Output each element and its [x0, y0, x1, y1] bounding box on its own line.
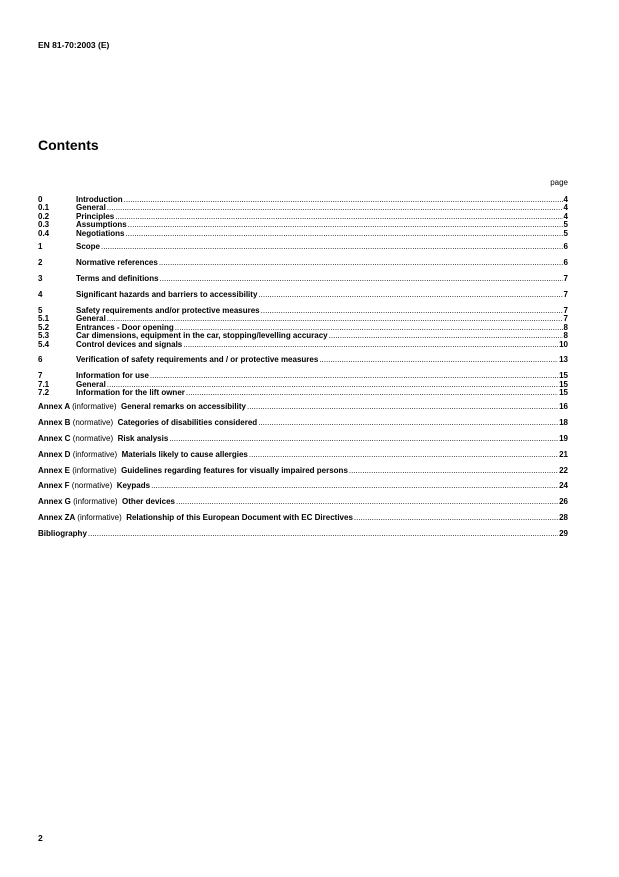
toc-entry-number: 7.2	[38, 388, 50, 398]
toc-entry-title: Terms and definitions	[76, 274, 159, 284]
annex-label: Annex G (informative) Other devices	[38, 497, 175, 507]
toc-entry-page: 6	[563, 258, 568, 268]
dot-leader	[319, 356, 558, 364]
dot-leader	[125, 230, 562, 238]
toc-entry-4[interactable]	[38, 291, 568, 299]
toc-entry-page: 7	[563, 306, 568, 316]
toc-entry-number: 6	[38, 355, 43, 365]
toc-entry-6[interactable]	[38, 356, 568, 364]
toc-entry-title: Information for use	[76, 371, 149, 381]
toc-entry-title: Scope	[76, 242, 101, 252]
dot-leader	[349, 467, 558, 475]
toc-annex-za[interactable]	[38, 514, 568, 522]
toc-entry-number: 7	[38, 371, 43, 381]
table-of-contents	[38, 196, 568, 539]
toc-entry-title: Assumptions	[76, 220, 127, 230]
dot-leader	[115, 213, 562, 221]
toc-entry-page: 21	[559, 449, 568, 459]
toc-entry-page: 18	[559, 417, 568, 427]
toc-annex-d[interactable]	[38, 451, 568, 459]
toc-entry-0[interactable]	[38, 196, 568, 204]
toc-entry-number: 0.2	[38, 211, 50, 221]
dot-leader	[169, 435, 558, 443]
toc-entry-page: 26	[559, 497, 568, 507]
toc-entry-page: 4	[563, 195, 568, 204]
toc-entry-title: Car dimensions, equipment in the car, stopping/levelling accuracy	[76, 331, 328, 341]
toc-entry-page: 4	[563, 203, 568, 213]
toc-entry-page: 5	[563, 228, 568, 238]
dot-leader	[107, 315, 563, 323]
toc-entry-number: 5	[38, 306, 43, 316]
toc-entry-number: 5.2	[38, 322, 50, 332]
toc-entry-title: Introduction	[76, 195, 123, 204]
toc-entry-number: 7.1	[38, 379, 50, 389]
dot-leader	[101, 243, 563, 251]
toc-entry-number: 3	[38, 274, 43, 284]
toc-entry-page: 29	[559, 529, 568, 539]
toc-entry-number: 0.1	[38, 203, 50, 213]
toc-entry-title: Significant hazards and barriers to accessibility	[76, 290, 258, 300]
toc-entry-page: 7	[563, 314, 568, 324]
dot-leader	[107, 204, 563, 212]
toc-entry-page: 15	[559, 379, 568, 389]
toc-annex-a[interactable]	[38, 403, 568, 411]
toc-entry-title: Control devices and signals	[76, 339, 183, 349]
toc-entry-page: 4	[563, 211, 568, 221]
document-id: EN 81-70:2003 (E)	[38, 40, 110, 50]
toc-entry-title: Normative references	[76, 258, 158, 268]
toc-entry-title: General	[76, 314, 106, 324]
dot-leader	[88, 530, 558, 538]
toc-entry-page: 13	[559, 355, 568, 365]
toc-entry-page: 7	[563, 274, 568, 284]
dot-leader	[258, 419, 558, 427]
toc-entry-page: 15	[559, 371, 568, 381]
dot-leader	[128, 221, 563, 229]
dot-leader	[261, 307, 563, 315]
toc-entry-2[interactable]	[38, 259, 568, 267]
dot-leader	[258, 291, 562, 299]
dot-leader	[247, 403, 558, 411]
toc-entry-title: Negotiations	[76, 228, 125, 238]
dot-leader	[354, 514, 558, 522]
toc-entry-page: 28	[559, 513, 568, 523]
toc-entry-1[interactable]	[38, 243, 568, 251]
page-column-label: page	[550, 178, 568, 187]
toc-entry-5-4[interactable]	[38, 341, 568, 349]
toc-entry-number: 5.1	[38, 314, 50, 324]
toc-entry-0-1[interactable]	[38, 204, 568, 212]
toc-annex-g[interactable]	[38, 498, 568, 506]
toc-entry-page: 22	[559, 465, 568, 475]
toc-entry-title: General	[76, 203, 106, 213]
annex-label: Annex D (informative) Materials likely to cause allergies	[38, 449, 248, 459]
toc-entry-5[interactable]	[38, 307, 568, 315]
dot-leader	[249, 451, 558, 459]
toc-entry-page: 24	[559, 481, 568, 491]
toc-entry-page: 8	[563, 322, 568, 332]
dot-leader	[183, 341, 558, 349]
toc-entry-page: 7	[563, 290, 568, 300]
annex-label: Annex ZA (informative) Relationship of this European Document with EC Directives	[38, 513, 353, 523]
toc-entry-number: 0.3	[38, 220, 50, 230]
toc-entry-0-4[interactable]	[38, 230, 568, 238]
toc-entry-number: 1	[38, 242, 43, 252]
toc-entry-7[interactable]	[38, 372, 568, 380]
toc-entry-page: 16	[559, 402, 568, 412]
toc-entry-title: Entrances - Door opening	[76, 322, 174, 332]
toc-entry-number: 0.4	[38, 228, 50, 238]
dot-leader	[159, 259, 563, 267]
dot-leader	[186, 389, 558, 397]
toc-entry-title: Bibliography	[38, 529, 87, 539]
toc-entry-7-2[interactable]	[38, 389, 568, 397]
toc-entry-number: 2	[38, 258, 43, 268]
contents-heading: Contents	[38, 137, 99, 153]
toc-entry-number: 0	[38, 195, 43, 204]
dot-leader	[176, 498, 558, 506]
toc-entry-page: 15	[559, 388, 568, 398]
toc-annex-f[interactable]	[38, 482, 568, 490]
toc-bibliography[interactable]	[38, 530, 568, 538]
toc-entry-title: General	[76, 379, 106, 389]
dot-leader	[160, 275, 563, 283]
toc-entry-page: 5	[563, 220, 568, 230]
annex-label: Annex C (normative) Risk analysis	[38, 433, 169, 443]
dot-leader	[124, 196, 563, 204]
toc-entry-title: Principles	[76, 211, 115, 221]
annex-label: Annex A (informative) General remarks on accessibility	[38, 402, 246, 412]
toc-annex-e[interactable]	[38, 467, 568, 475]
dot-leader	[150, 372, 558, 380]
toc-entry-title: Safety requirements and/or protective measures	[76, 306, 260, 316]
annex-label: Annex B (normative) Categories of disabilities considered	[38, 417, 258, 427]
toc-entry-title: Information for the lift owner	[76, 388, 185, 398]
toc-entry-number: 4	[38, 290, 43, 300]
toc-entry-number: 5.3	[38, 331, 50, 341]
toc-entry-title: Verification of safety requirements and / or protective measures	[76, 355, 319, 365]
toc-annex-b[interactable]	[38, 419, 568, 427]
page-number: 2	[38, 833, 43, 843]
dot-leader	[151, 482, 558, 490]
annex-label: Annex F (normative) Keypads	[38, 481, 151, 491]
toc-entry-page: 6	[563, 242, 568, 252]
toc-entry-page: 19	[559, 433, 568, 443]
toc-entry-page: 10	[559, 339, 568, 349]
toc-annex-c[interactable]	[38, 435, 568, 443]
toc-entry-page: 8	[563, 331, 568, 341]
toc-entry-3[interactable]	[38, 275, 568, 283]
dot-leader	[329, 332, 563, 340]
toc-entry-number: 5.4	[38, 339, 50, 349]
annex-label: Annex E (informative) Guidelines regarding features for visually impaired persons	[38, 465, 348, 475]
